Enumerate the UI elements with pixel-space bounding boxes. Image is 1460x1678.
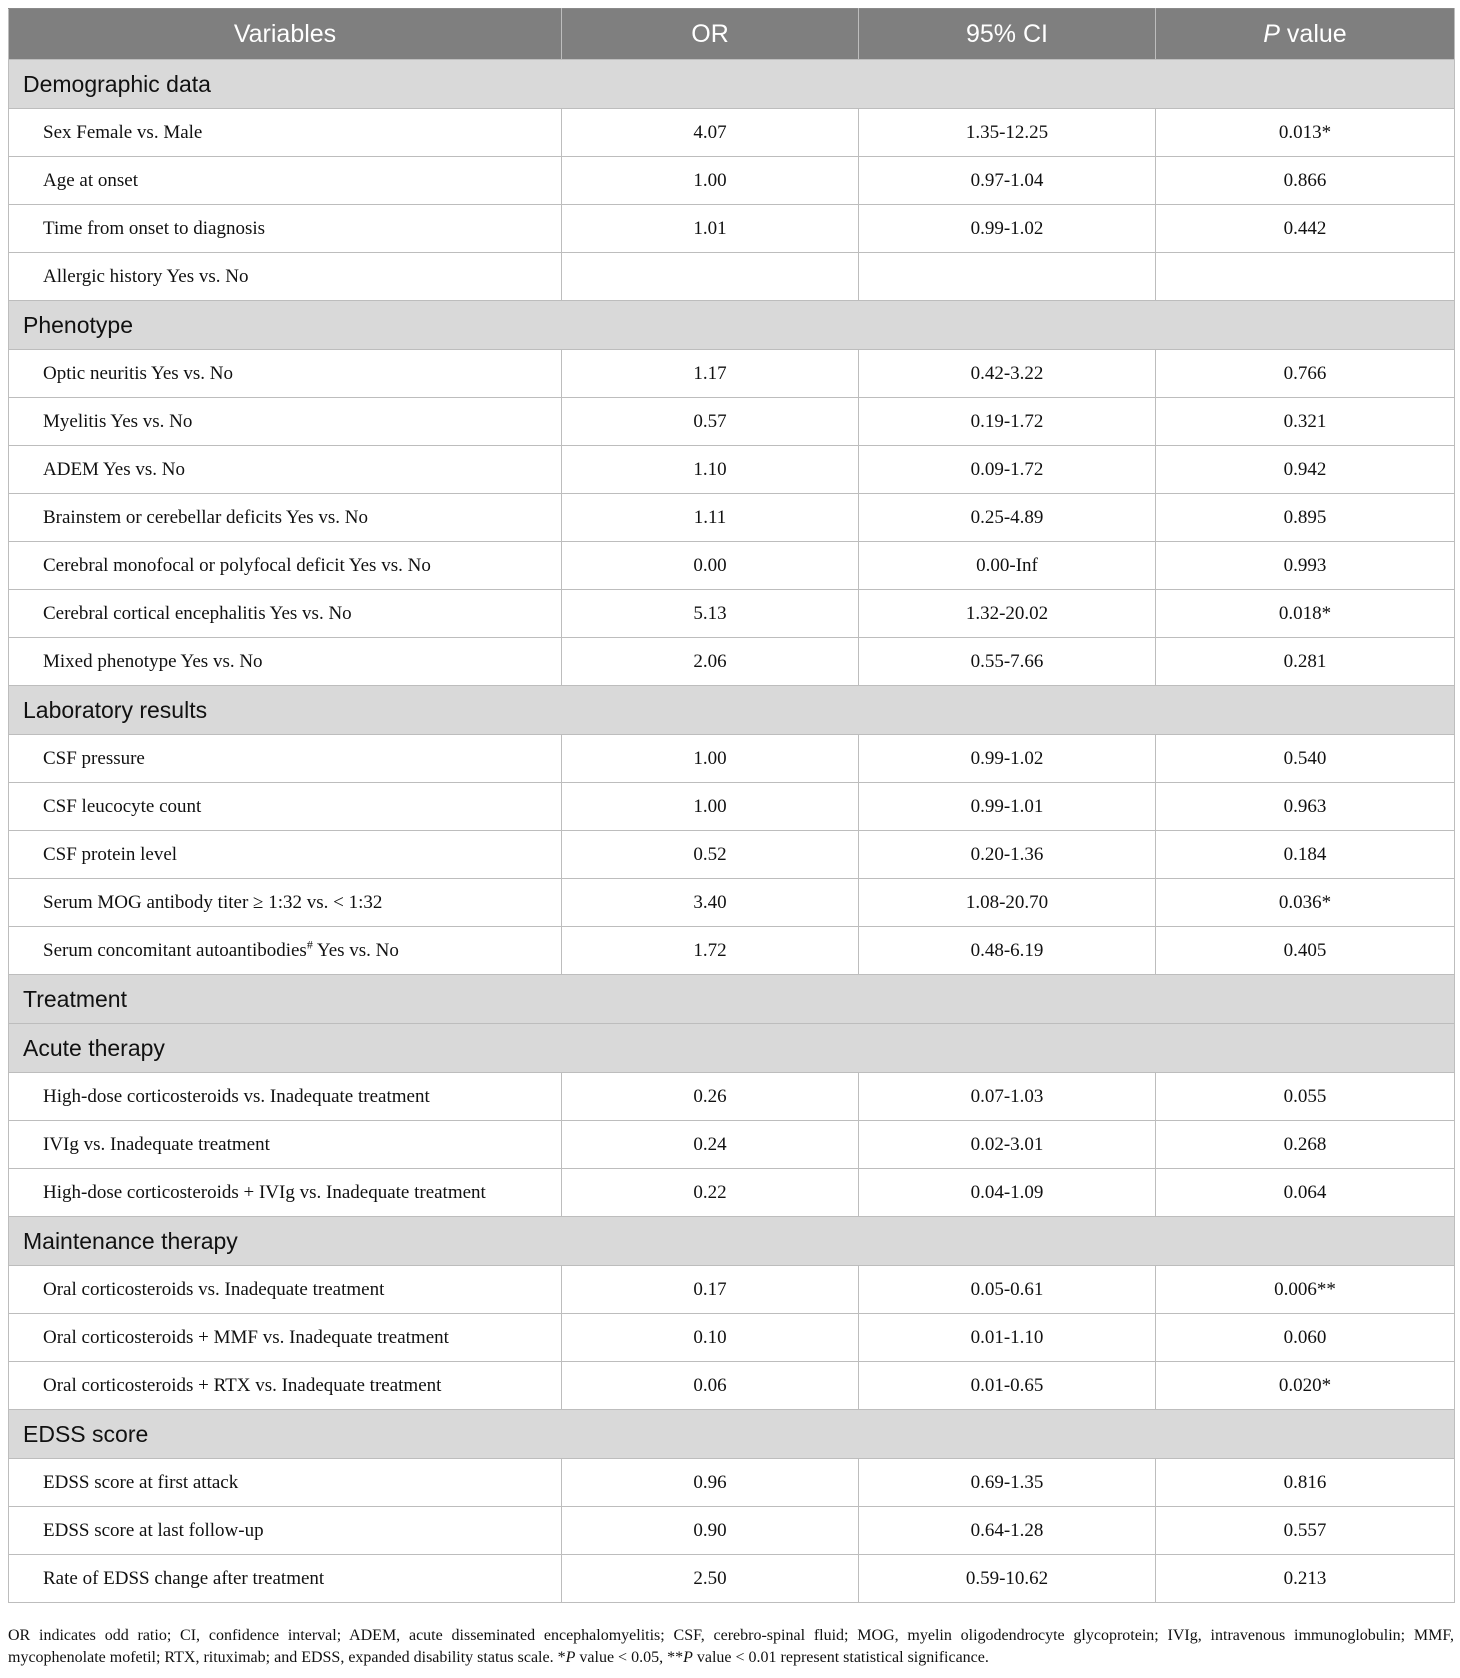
or-cell: 0.17	[562, 1266, 859, 1314]
ci-cell: 0.64-1.28	[859, 1507, 1156, 1555]
or-cell: 0.57	[562, 398, 859, 446]
table-row	[9, 638, 1455, 686]
variable-cell	[9, 590, 562, 638]
p-value-cell: 0.184	[1156, 831, 1455, 879]
ci-cell: 0.04-1.09	[859, 1169, 1156, 1217]
variable-label: High-dose corticosteroids + IVIg vs. Inadequate treatment	[43, 1181, 486, 1203]
or-cell: 0.26	[562, 1073, 859, 1121]
variable-cell	[9, 1121, 562, 1169]
p-value-cell: 0.006**	[1156, 1266, 1455, 1314]
or-cell: 1.17	[562, 350, 859, 398]
p-value-cell: 0.405	[1156, 927, 1455, 975]
ci-cell: 0.25-4.89	[859, 494, 1156, 542]
variable-label: High-dose corticosteroids vs. Inadequate treatment	[43, 1085, 430, 1107]
table-row	[9, 542, 1455, 590]
ci-cell: 0.69-1.35	[859, 1459, 1156, 1507]
variable-label: Myelitis Yes vs. No	[43, 410, 193, 432]
variable-cell	[9, 1555, 562, 1603]
or-cell: 0.96	[562, 1459, 859, 1507]
section-label: Demographic data	[9, 60, 1455, 109]
p-value-cell: 0.540	[1156, 735, 1455, 783]
section-label: Laboratory results	[9, 686, 1455, 735]
ci-cell: 0.19-1.72	[859, 398, 1156, 446]
variable-cell	[9, 831, 562, 879]
ci-cell: 0.99-1.01	[859, 783, 1156, 831]
variable-cell	[9, 109, 562, 157]
p-value-cell: 0.268	[1156, 1121, 1455, 1169]
ci-cell: 0.59-10.62	[859, 1555, 1156, 1603]
table-row	[9, 1169, 1455, 1217]
p-value-cell: 0.055	[1156, 1073, 1455, 1121]
or-cell: 0.22	[562, 1169, 859, 1217]
variable-cell	[9, 205, 562, 253]
ci-cell: 1.08-20.70	[859, 879, 1156, 927]
ci-cell: 1.32-20.02	[859, 590, 1156, 638]
or-cell: 1.11	[562, 494, 859, 542]
p-value-cell: 0.036*	[1156, 879, 1455, 927]
variable-label: Age at onset	[43, 169, 138, 191]
p-value-cell: 0.993	[1156, 542, 1455, 590]
variable-cell	[9, 1459, 562, 1507]
header-ci: 95% CI	[859, 9, 1156, 60]
table-row	[9, 831, 1455, 879]
variable-cell	[9, 1507, 562, 1555]
section-header-row	[9, 1024, 1455, 1073]
or-cell: 1.00	[562, 157, 859, 205]
table-row	[9, 1266, 1455, 1314]
or-cell: 1.00	[562, 735, 859, 783]
variable-superscript: #	[306, 937, 313, 952]
footnote-mid: value < 0.05, **	[575, 1649, 684, 1666]
results-table-container	[8, 8, 1454, 1603]
or-cell	[562, 253, 859, 301]
ci-cell: 0.97-1.04	[859, 157, 1156, 205]
ci-cell: 0.20-1.36	[859, 831, 1156, 879]
variable-label: Serum concomitant autoantibodies	[43, 939, 307, 961]
variable-label: ADEM Yes vs. No	[43, 458, 185, 480]
variable-label: CSF protein level	[43, 843, 178, 865]
table-header-row	[9, 9, 1455, 60]
p-value-cell: 0.816	[1156, 1459, 1455, 1507]
variable-cell	[9, 157, 562, 205]
variable-label: IVIg vs. Inadequate treatment	[43, 1133, 270, 1155]
variable-label: EDSS score at first attack	[43, 1471, 239, 1493]
p-value-cell	[1156, 253, 1455, 301]
variable-label: Oral corticosteroids vs. Inadequate treatment	[43, 1278, 385, 1300]
p-value-cell: 0.557	[1156, 1507, 1455, 1555]
table-row	[9, 350, 1455, 398]
table-row	[9, 1121, 1455, 1169]
section-header-row	[9, 686, 1455, 735]
section-label: Phenotype	[9, 301, 1455, 350]
p-value-cell: 0.895	[1156, 494, 1455, 542]
variable-cell	[9, 1169, 562, 1217]
table-row	[9, 735, 1455, 783]
table-row	[9, 1555, 1455, 1603]
variable-label: Mixed phenotype Yes vs. No	[43, 650, 263, 672]
table-row	[9, 157, 1455, 205]
section-label: Treatment	[9, 975, 1455, 1024]
section-label: Maintenance therapy	[9, 1217, 1455, 1266]
variable-label: Oral corticosteroids + MMF vs. Inadequate treatment	[43, 1326, 449, 1348]
or-cell: 3.40	[562, 879, 859, 927]
or-cell: 1.01	[562, 205, 859, 253]
variable-cell	[9, 1073, 562, 1121]
or-cell: 0.24	[562, 1121, 859, 1169]
p-value-cell: 0.213	[1156, 1555, 1455, 1603]
or-cell: 2.06	[562, 638, 859, 686]
or-cell: 0.00	[562, 542, 859, 590]
section-header-row	[9, 1410, 1455, 1459]
header-p-rest: value	[1279, 19, 1347, 48]
table-row	[9, 879, 1455, 927]
variable-label: Serum MOG antibody titer ≥ 1:32 vs. < 1:32	[43, 891, 383, 913]
or-cell: 1.72	[562, 927, 859, 975]
section-header-row	[9, 1217, 1455, 1266]
ci-cell: 0.01-0.65	[859, 1362, 1156, 1410]
variable-label: Cerebral monofocal or polyfocal deficit Yes vs. No	[43, 554, 431, 576]
section-label: Acute therapy	[9, 1024, 1455, 1073]
p-value-cell: 0.064	[1156, 1169, 1455, 1217]
table-row	[9, 253, 1455, 301]
section-header-row	[9, 975, 1455, 1024]
table-row	[9, 398, 1455, 446]
variable-cell	[9, 350, 562, 398]
p-value-cell: 0.766	[1156, 350, 1455, 398]
ci-cell: 0.00-Inf	[859, 542, 1156, 590]
variable-label: Rate of EDSS change after treatment	[43, 1567, 325, 1589]
variable-label: EDSS score at last follow-up	[43, 1519, 264, 1541]
table-row	[9, 783, 1455, 831]
variable-cell	[9, 1266, 562, 1314]
variable-label-suffix: Yes vs. No	[312, 939, 399, 961]
footnote-p1: P	[565, 1649, 576, 1666]
or-cell: 5.13	[562, 590, 859, 638]
or-cell: 0.52	[562, 831, 859, 879]
variable-cell	[9, 638, 562, 686]
ci-cell: 0.02-3.01	[859, 1121, 1156, 1169]
table-row	[9, 1073, 1455, 1121]
ci-cell: 0.07-1.03	[859, 1073, 1156, 1121]
variable-label: Oral corticosteroids + RTX vs. Inadequate treatment	[43, 1374, 442, 1396]
variable-cell	[9, 494, 562, 542]
ci-cell: 0.42-3.22	[859, 350, 1156, 398]
variable-label: Brainstem or cerebellar deficits Yes vs. No	[43, 506, 369, 528]
table-row	[9, 446, 1455, 494]
ci-cell: 0.55-7.66	[859, 638, 1156, 686]
variable-label: CSF pressure	[43, 747, 145, 769]
table-row	[9, 1507, 1455, 1555]
variable-label: Cerebral cortical encephalitis Yes vs. No	[43, 602, 352, 624]
or-cell: 0.90	[562, 1507, 859, 1555]
variable-cell	[9, 1362, 562, 1410]
variable-cell	[9, 253, 562, 301]
or-cell: 2.50	[562, 1555, 859, 1603]
p-value-cell: 0.060	[1156, 1314, 1455, 1362]
variable-cell	[9, 783, 562, 831]
variable-cell	[9, 446, 562, 494]
table-row	[9, 1314, 1455, 1362]
footnote-p2: P	[683, 1649, 693, 1666]
footnote-main: OR indicates odd ratio; CI, confidence interval; ADEM, acute disseminated encephalomyelitis; CSF, cerebro-spinal fluid; MOG, myelin oligodendrocyte glycoprotein; IVIg, intravenous immunoglobulin; MMF, mycophenolate mofetil; RTX, rituximab; and EDSS, expanded disability status scale. *	[8, 1627, 1454, 1666]
variable-label: Time from onset to diagnosis	[43, 217, 266, 239]
ci-cell: 0.48-6.19	[859, 927, 1156, 975]
variable-cell	[9, 542, 562, 590]
table-footnote	[8, 1625, 1454, 1669]
header-or: OR	[562, 9, 859, 60]
header-variables: Variables	[9, 9, 562, 60]
or-cell: 0.06	[562, 1362, 859, 1410]
ci-cell: 0.05-0.61	[859, 1266, 1156, 1314]
variable-label: Sex Female vs. Male	[43, 121, 203, 143]
ci-cell: 1.35-12.25	[859, 109, 1156, 157]
ci-cell: 0.99-1.02	[859, 205, 1156, 253]
footnote-end: value < 0.01 represent statistical significance.	[692, 1649, 989, 1666]
section-header-row	[9, 60, 1455, 109]
p-value-cell: 0.942	[1156, 446, 1455, 494]
variable-cell	[9, 927, 562, 975]
or-cell: 0.10	[562, 1314, 859, 1362]
p-value-cell: 0.020*	[1156, 1362, 1455, 1410]
ci-cell: 0.09-1.72	[859, 446, 1156, 494]
or-cell: 1.00	[562, 783, 859, 831]
variable-cell	[9, 879, 562, 927]
table-row	[9, 1362, 1455, 1410]
table-row	[9, 109, 1455, 157]
variable-cell	[9, 1314, 562, 1362]
table-row	[9, 205, 1455, 253]
p-value-cell: 0.013*	[1156, 109, 1455, 157]
variable-cell	[9, 735, 562, 783]
variable-label: Allergic history Yes vs. No	[43, 265, 249, 287]
table-row	[9, 494, 1455, 542]
header-p-value	[1156, 9, 1455, 60]
ci-cell	[859, 253, 1156, 301]
table-body	[9, 60, 1455, 1603]
variable-label: Optic neuritis Yes vs. No	[43, 362, 234, 384]
variable-cell	[9, 398, 562, 446]
p-value-cell: 0.321	[1156, 398, 1455, 446]
p-value-cell: 0.866	[1156, 157, 1455, 205]
p-value-cell: 0.018*	[1156, 590, 1455, 638]
p-value-cell: 0.281	[1156, 638, 1455, 686]
ci-cell: 0.99-1.02	[859, 735, 1156, 783]
header-p-italic: P	[1263, 19, 1280, 48]
table-row	[9, 590, 1455, 638]
odds-ratio-table	[8, 8, 1455, 1603]
section-label: EDSS score	[9, 1410, 1455, 1459]
or-cell: 1.10	[562, 446, 859, 494]
or-cell: 4.07	[562, 109, 859, 157]
section-header-row	[9, 301, 1455, 350]
table-row	[9, 927, 1455, 975]
p-value-cell: 0.963	[1156, 783, 1455, 831]
variable-label: CSF leucocyte count	[43, 795, 202, 817]
table-row	[9, 1459, 1455, 1507]
ci-cell: 0.01-1.10	[859, 1314, 1156, 1362]
p-value-cell: 0.442	[1156, 205, 1455, 253]
